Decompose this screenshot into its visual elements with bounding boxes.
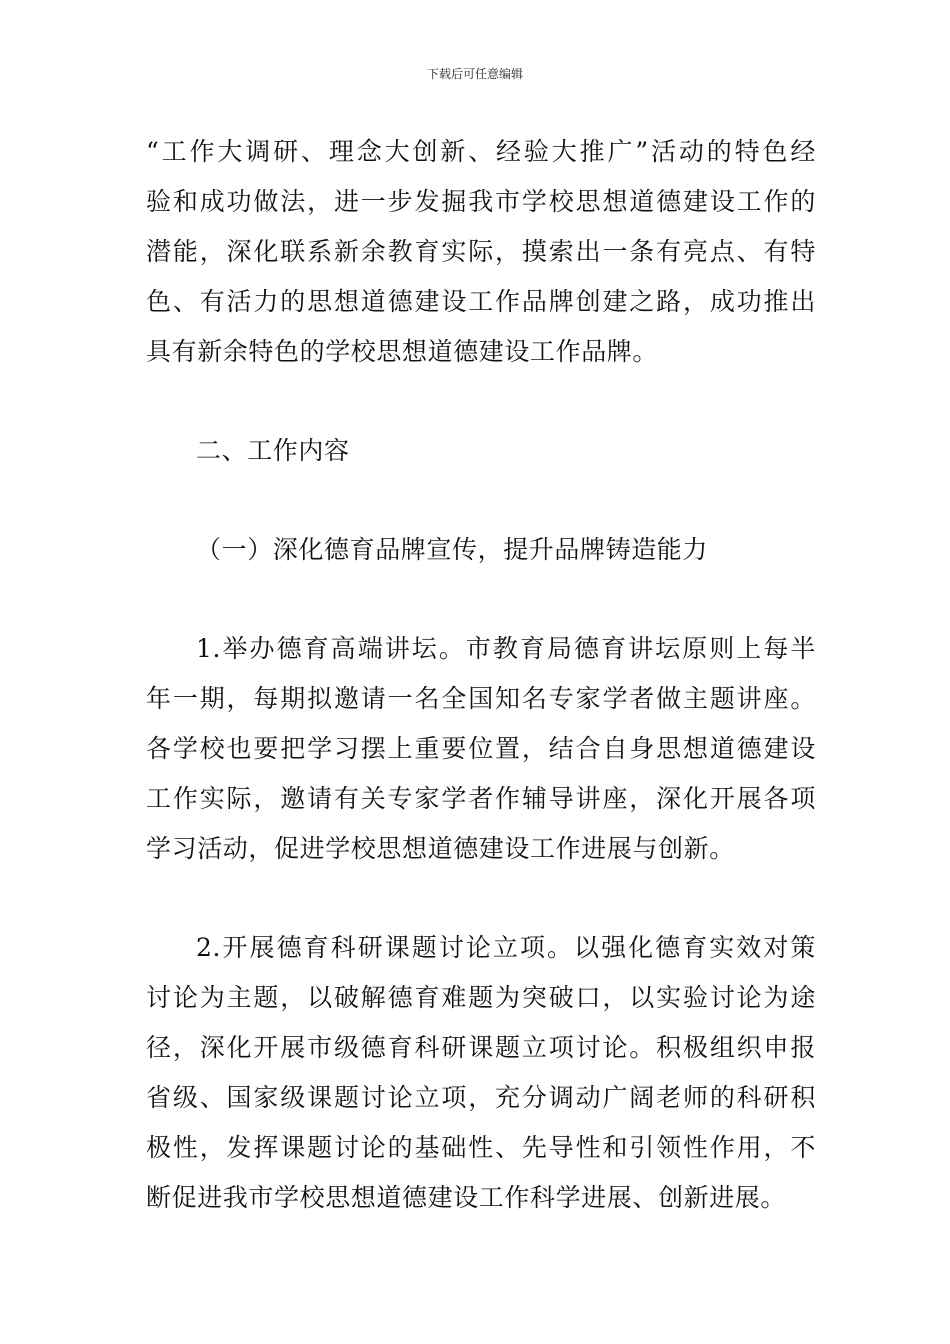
paragraph-line: 断促进我市学校思想道德建设工作科学进展、创新进展。 <box>146 1183 787 1212</box>
paragraph-line: 2.开展德育科研课题讨论立项。以强化德育实效对策 <box>196 933 816 962</box>
subsection-heading: （一）深化德育品牌宣传，提升品牌铸造能力 <box>196 535 709 564</box>
paragraph-line: 具有新余特色的学校思想道德建设工作品牌。 <box>146 337 659 366</box>
page-header-note: 下载后可任意编辑 <box>426 67 523 81</box>
paragraph-line: 验和成功做法，进一步发掘我市学校思想道德建设工作的 <box>146 187 816 216</box>
paragraph-line: 各学校也要把学习摆上重要位置，结合自身思想道德建设 <box>146 734 816 763</box>
section-heading: 二、工作内容 <box>196 436 350 465</box>
paragraph-line: 1.举办德育高端讲坛。市教育局德育讲坛原则上每半 <box>196 634 816 663</box>
paragraph-line: 极性，发挥课题讨论的基础性、先导性和引领性作用，不 <box>146 1133 816 1162</box>
paragraph-line: 省级、国家级课题讨论立项，充分调动广阔老师的科研积 <box>146 1083 816 1112</box>
paragraph-line: 工作实际，邀请有关专家学者作辅导讲座，深化开展各项 <box>146 784 816 813</box>
paragraph-line: 潜能，深化联系新余教育实际，摸索出一条有亮点、有特 <box>146 237 816 266</box>
paragraph-line: 色、有活力的思想道德建设工作品牌创建之路，成功推出 <box>146 287 816 316</box>
paragraph-line: 年一期，每期拟邀请一名全国知名专家学者做主题讲座。 <box>146 684 816 713</box>
paragraph-line: 讨论为主题，以破解德育难题为突破口，以实验讨论为途 <box>146 983 816 1012</box>
paragraph-line: 径，深化开展市级德育科研课题立项讨论。积极组织申报 <box>146 1033 816 1062</box>
paragraph-line: “工作大调研、理念大创新、经验大推广”活动的特色经 <box>146 137 816 166</box>
paragraph-line: 学习活动，促进学校思想道德建设工作进展与创新。 <box>146 834 735 863</box>
